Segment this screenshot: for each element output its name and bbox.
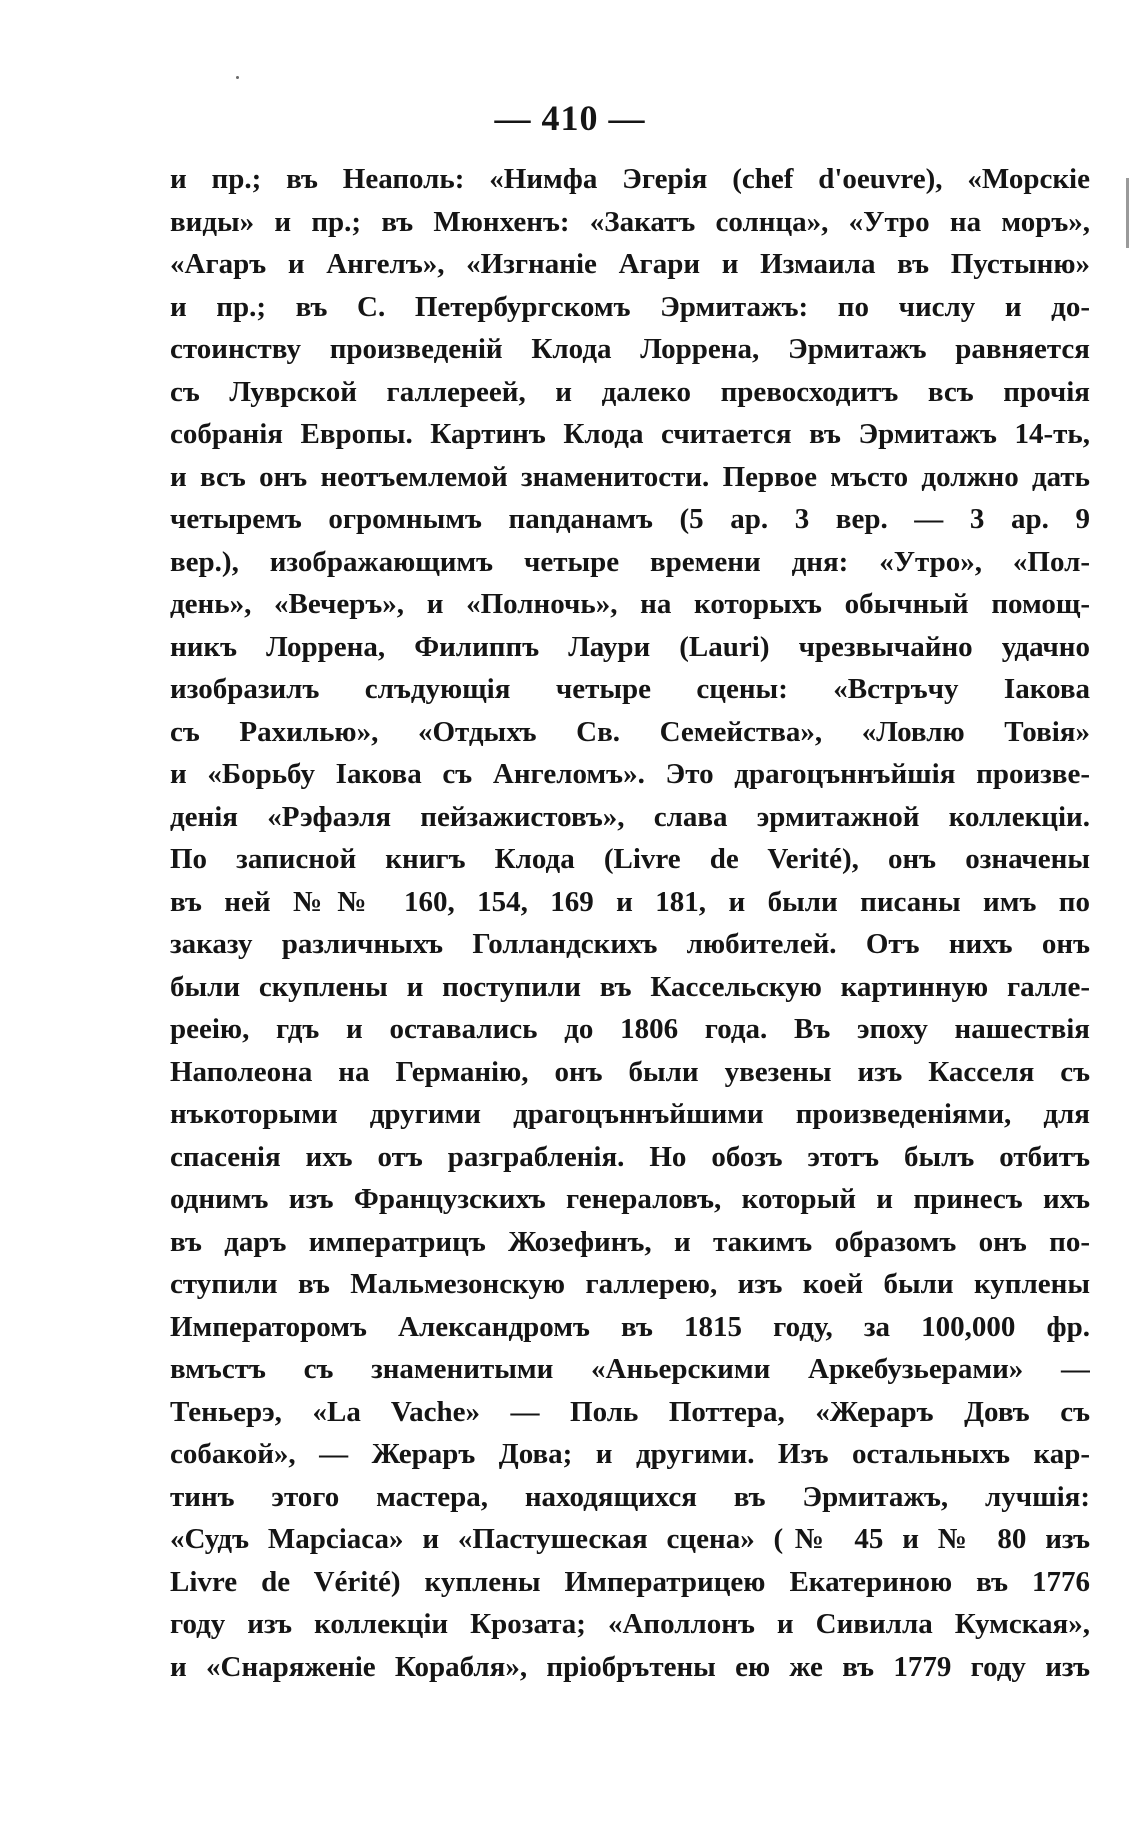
text-line: изобразилъ слъдующія четыре сцены: «Встръчу Іакова: [170, 673, 1090, 705]
text-line: день», «Вечеръ», и «Полночь», на которыхъ обычный помощ-: [170, 588, 1090, 620]
text-line: собакой», — Жераръ Дова; и другими. Изъ остальныхъ кар-: [170, 1438, 1090, 1470]
text-line: году изъ коллекціи Крозата; «Аполлонъ и Сивилла Кумская»,: [170, 1608, 1090, 1640]
text-line: нъкоторыми другими драгоцъннъйшими произведеніями, для: [170, 1098, 1090, 1130]
text-line: съ Рахилью», «Отдыхъ Св. Семейства», «Ловлю Товія»: [170, 715, 1090, 748]
text-line: въ ней №№ 160, 154, 169 и 181, и были писаны имъ по: [170, 885, 1090, 918]
text-line: однимъ изъ Французскихъ генераловъ, который и принесъ ихъ: [170, 1183, 1090, 1215]
text-line: Наполеона на Германію, онъ были увезены изъ Касселя съ: [170, 1055, 1090, 1088]
page-edge-mark: [1126, 178, 1129, 248]
text-line: и «Борьбу Іакова съ Ангеломъ». Это драгоцъннъйшія произве-: [170, 758, 1090, 790]
text-line: четыремъ огромнымъ пanданамъ (5 ар. 3 вер. — 3 ар. 9: [170, 503, 1090, 535]
text-line: и пр.; въ С. Петербургскомъ Эрмитажъ: по числу и до-: [170, 290, 1090, 323]
body-text: [170, 158, 1090, 1688]
text-line: тинъ этого мастера, находящихся въ Эрмитажъ, лучшія:: [170, 1480, 1090, 1513]
paper-speck: [236, 76, 239, 79]
text-line: и пр.; въ Неаполь: «Нимфа Эгерія (chef d'oeuvre), «Морскіе: [170, 163, 1090, 195]
text-line: Теньерэ, «La Vache» — Поль Поттера, «Жераръ Довъ съ: [170, 1395, 1090, 1428]
text-line: въ даръ императрицъ Жозефинъ, и такимъ образомъ онъ по-: [170, 1225, 1090, 1258]
text-line: и всъ онъ неотъемлемой знаменитости. Первое мъсто должно дать: [170, 460, 1090, 493]
text-line: виды» и пр.; въ Мюнхенъ: «Закатъ солнца», «Утро на моръ»,: [170, 205, 1090, 238]
page-number: — 410 —: [494, 98, 646, 138]
text-line: съ Луврской галлереей, и далеко превосходитъ всъ прочія: [170, 375, 1090, 408]
text-line: денія «Рэфаэля пейзажистовъ», слава эрмитажной коллекціи.: [170, 800, 1090, 833]
text-line: Императоромъ Александромъ въ 1815 году, за 100,000 фр.: [170, 1310, 1090, 1343]
text-line: Livre de Vérité) куплены Императрицею Екатериною въ 1776: [170, 1565, 1090, 1598]
text-line: вер.), изображающимъ четыре времени дня: «Утро», «Пол-: [170, 545, 1090, 578]
text-line: и «Снаряженіе Корабля», пріобрътены ею же въ 1779 году изъ: [170, 1650, 1090, 1683]
text-line: По записной книгъ Клода (Livre de Verité), онъ означены: [170, 843, 1090, 875]
text-line: собранія Европы. Картинъ Клода считается въ Эрмитажъ 14-ть,: [170, 418, 1090, 450]
text-line: «Агаръ и Ангелъ», «Изгнаніе Агари и Измаила въ Пустыню»: [170, 248, 1090, 280]
text-line: были скуплены и поступили въ Кассельскую картинную галле-: [170, 970, 1090, 1003]
text-line: «Судъ Марсіаса» и «Пастушеская сцена» (№ 45 и № 80 изъ: [170, 1523, 1090, 1555]
text-line: вмъстъ съ знаменитыми «Аньерскими Аркебузьерами» —: [170, 1353, 1090, 1385]
text-line: ступили въ Мальмезонскую галлерею, изъ коей были куплены: [170, 1268, 1090, 1300]
text-line: никъ Лоррена, Филиппъ Лаури (Lauri) чрезвычайно удачно: [170, 630, 1090, 663]
text-line: заказу различныхъ Голландскихъ любителей. Отъ нихъ онъ: [170, 928, 1090, 960]
text-line: стоинству произведеній Клода Лоррена, Эрмитажъ равняется: [170, 333, 1090, 365]
text-line: спасенія ихъ отъ разграбленія. Но обозъ этотъ былъ отбитъ: [170, 1140, 1090, 1173]
text-line: рееію, гдъ и оставались до 1806 года. Въ эпоху нашествія: [170, 1013, 1090, 1045]
